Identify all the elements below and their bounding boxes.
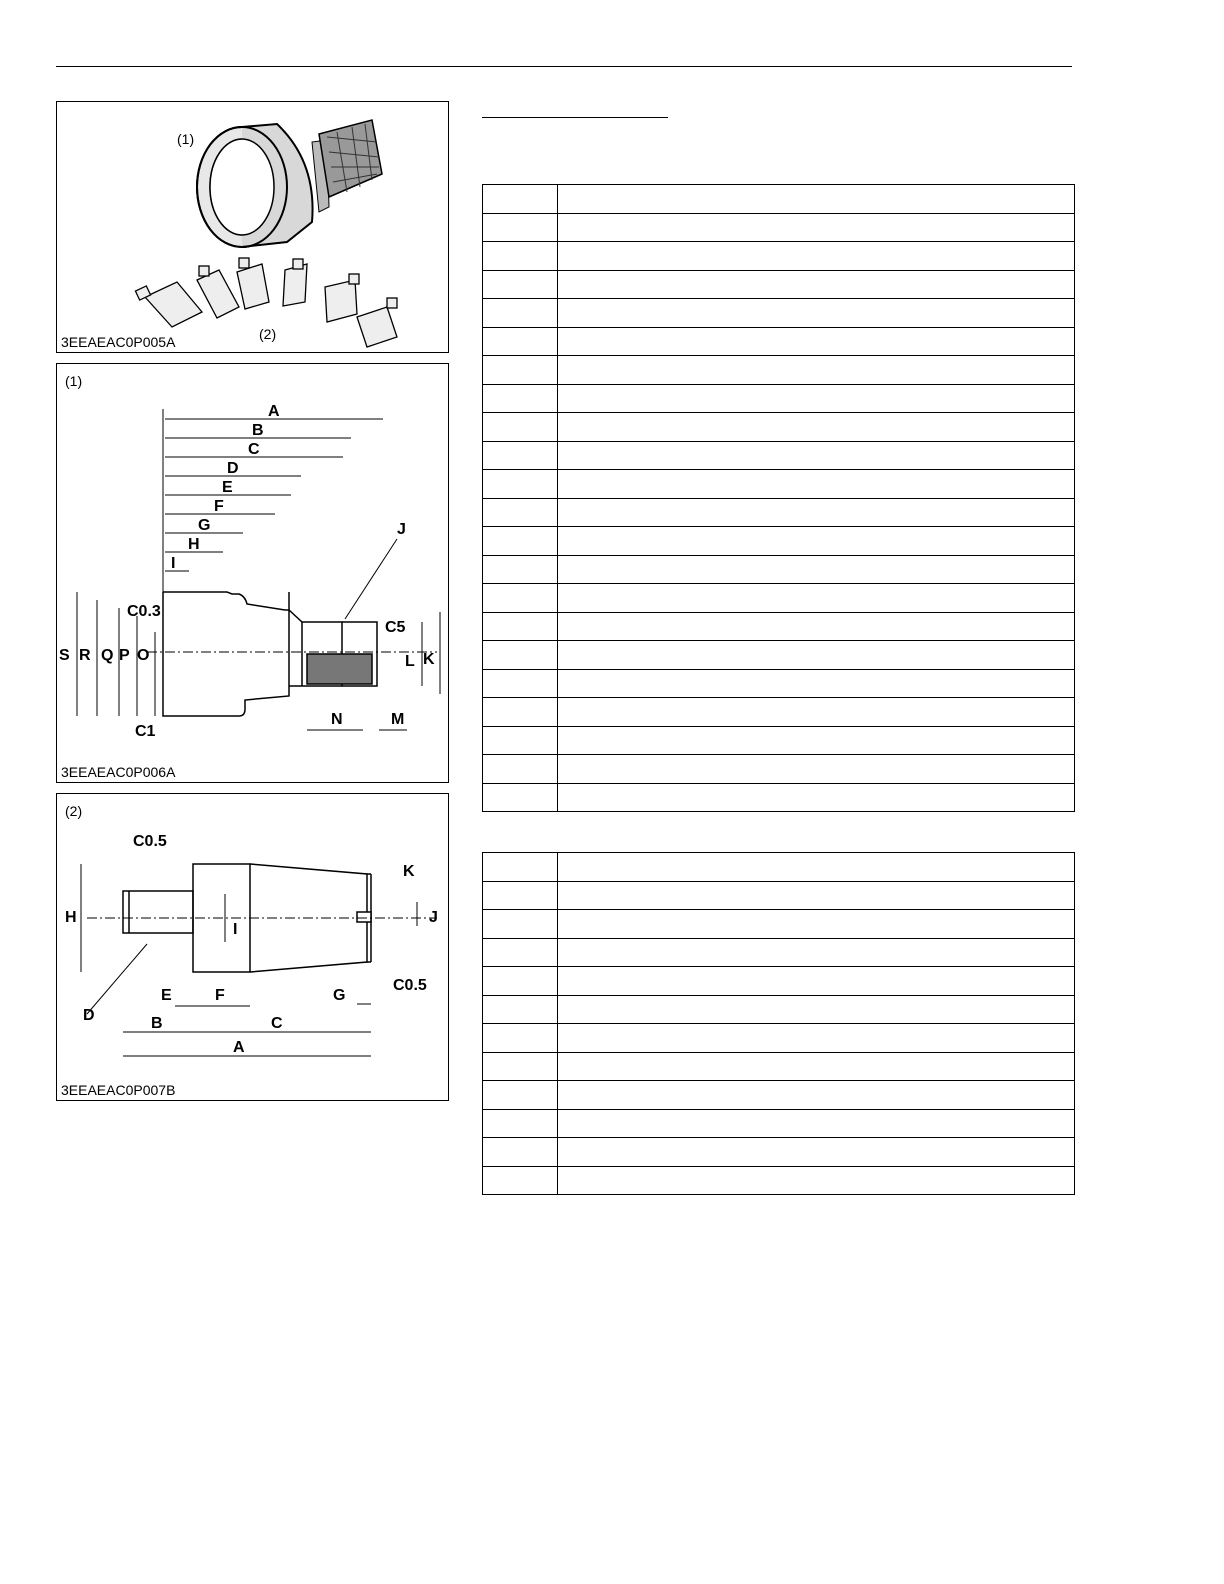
dim-label-p: P <box>119 647 130 664</box>
table-cell-key <box>483 612 558 641</box>
dim-label-j: J <box>429 909 438 926</box>
table-cell-key <box>483 938 558 967</box>
table-cell-key <box>483 441 558 470</box>
table-row <box>483 726 1075 755</box>
table-cell-value <box>558 938 1075 967</box>
dim-label-k: K <box>403 863 415 880</box>
dim-label-c: C <box>271 1015 283 1032</box>
table-cell-key <box>483 1024 558 1053</box>
table-cell-value <box>558 641 1075 670</box>
table-cell-value <box>558 967 1075 996</box>
dim-label-f: F <box>215 987 225 1004</box>
table-cell-key <box>483 213 558 242</box>
dim-label-i: I <box>233 921 238 938</box>
table-cell-key <box>483 641 558 670</box>
fig2-label: (1) <box>65 373 83 389</box>
table-row <box>483 1166 1075 1195</box>
dim-label-f: F <box>214 498 224 515</box>
table-row <box>483 555 1075 584</box>
dim-label-d: D <box>227 460 239 477</box>
table-cell-key <box>483 527 558 556</box>
table-row <box>483 967 1075 996</box>
table-cell-key <box>483 755 558 784</box>
dim-label-c0-5-bottom: C0.5 <box>393 977 427 994</box>
dim-label-c0-3: C0.3 <box>127 603 161 620</box>
table-cell-value <box>558 755 1075 784</box>
table-cell-value <box>558 327 1075 356</box>
dim-label-a: A <box>268 403 280 420</box>
table-cell-value <box>558 584 1075 613</box>
dim-label-c: C <box>248 441 260 458</box>
table-row <box>483 584 1075 613</box>
dim-label-d: D <box>83 1007 95 1024</box>
table-row <box>483 527 1075 556</box>
table-cell-key <box>483 1138 558 1167</box>
table-cell-value <box>558 726 1075 755</box>
figure-tool-photo <box>56 101 449 353</box>
table-row <box>483 327 1075 356</box>
table-cell-key <box>483 1109 558 1138</box>
table-cell-key <box>483 327 558 356</box>
dim-label-j: J <box>397 521 406 538</box>
dim-label-i: I <box>171 555 176 572</box>
table-cell-value <box>558 995 1075 1024</box>
table-row <box>483 1081 1075 1110</box>
tool-2-dimension-drawing <box>57 794 450 1102</box>
table-cell-value <box>558 1109 1075 1138</box>
table-cell-key <box>483 669 558 698</box>
table-cell-value <box>558 698 1075 727</box>
table-cell-key <box>483 1166 558 1195</box>
table-row <box>483 755 1075 784</box>
table-row <box>483 783 1075 812</box>
table-cell-key <box>483 698 558 727</box>
dim-label-n: N <box>331 711 343 728</box>
table-cell-key <box>483 356 558 385</box>
table-cell-value <box>558 413 1075 442</box>
table-cell-key <box>483 995 558 1024</box>
dim-label-c5: C5 <box>385 619 406 636</box>
table-cell-value <box>558 669 1075 698</box>
table-cell-value <box>558 299 1075 328</box>
table-cell-value <box>558 853 1075 882</box>
table-cell-value <box>558 555 1075 584</box>
table-cell-key <box>483 910 558 939</box>
spec-table-1 <box>482 184 1075 812</box>
table-row <box>483 270 1075 299</box>
table-cell-key <box>483 881 558 910</box>
table-row <box>483 213 1075 242</box>
table-cell-key <box>483 726 558 755</box>
dim-label-a: A <box>233 1039 245 1056</box>
tool-photo-illustration <box>57 102 450 354</box>
table-cell-value <box>558 612 1075 641</box>
table-cell-key <box>483 270 558 299</box>
table-cell-key <box>483 555 558 584</box>
dim-label-b: B <box>151 1015 163 1032</box>
tool-1-dimension-drawing <box>57 364 450 784</box>
dim-label-r: R <box>79 647 91 664</box>
header-rule <box>56 66 1072 67</box>
table-cell-key <box>483 853 558 882</box>
table-cell-value <box>558 881 1075 910</box>
table-cell-value <box>558 1166 1075 1195</box>
dim-label-c0-5-top: C0.5 <box>133 833 167 850</box>
figure-tool-2-drawing <box>56 793 449 1101</box>
dim-label-k: K <box>423 651 435 668</box>
dim-label-h: H <box>65 909 77 926</box>
table-cell-key <box>483 967 558 996</box>
table-row <box>483 995 1075 1024</box>
table-row <box>483 641 1075 670</box>
table-row <box>483 1024 1075 1053</box>
figure-code-3: 3EEAEAC0P007B <box>61 1082 176 1098</box>
dim-label-g: G <box>198 517 211 534</box>
table-row <box>483 384 1075 413</box>
table-cell-value <box>558 1138 1075 1167</box>
table-cell-key <box>483 498 558 527</box>
table-row <box>483 938 1075 967</box>
fig3-label: (2) <box>65 803 83 819</box>
table-cell-value <box>558 384 1075 413</box>
table-cell-value <box>558 498 1075 527</box>
table-cell-value <box>558 470 1075 499</box>
dim-label-g: G <box>333 987 346 1004</box>
figure-tool-1-drawing <box>56 363 449 783</box>
dim-label-q: Q <box>101 647 114 664</box>
table-cell-value <box>558 441 1075 470</box>
table-row <box>483 299 1075 328</box>
table-row <box>483 698 1075 727</box>
table-row <box>483 185 1075 214</box>
table-row <box>483 498 1075 527</box>
table-cell-key <box>483 413 558 442</box>
dim-label-b: B <box>252 422 264 439</box>
dim-label-s: S <box>59 647 70 664</box>
dim-label-e: E <box>161 987 172 1004</box>
table-cell-value <box>558 1024 1075 1053</box>
section-title-underline <box>482 117 668 118</box>
table-row <box>483 470 1075 499</box>
dim-label-l: L <box>405 653 415 670</box>
table-row <box>483 441 1075 470</box>
table-row <box>483 612 1075 641</box>
figure-code-2: 3EEAEAC0P006A <box>61 764 176 780</box>
table-cell-key <box>483 185 558 214</box>
table-cell-key <box>483 1052 558 1081</box>
table-cell-key <box>483 384 558 413</box>
table-cell-key <box>483 242 558 271</box>
table-row <box>483 910 1075 939</box>
table-cell-value <box>558 185 1075 214</box>
table-row <box>483 881 1075 910</box>
table-row <box>483 669 1075 698</box>
table-cell-value <box>558 910 1075 939</box>
table-row <box>483 1109 1075 1138</box>
table-cell-value <box>558 1052 1075 1081</box>
table-cell-value <box>558 783 1075 812</box>
dim-label-c1: C1 <box>135 723 156 740</box>
table-cell-key <box>483 470 558 499</box>
table-cell-value <box>558 242 1075 271</box>
table-row <box>483 853 1075 882</box>
callout-1: (1) <box>177 131 195 147</box>
table-row <box>483 1138 1075 1167</box>
table-row <box>483 1052 1075 1081</box>
table-cell-key <box>483 1081 558 1110</box>
table-cell-value <box>558 270 1075 299</box>
table-cell-value <box>558 356 1075 385</box>
dim-label-h: H <box>188 536 200 553</box>
table-cell-value <box>558 213 1075 242</box>
table-cell-key <box>483 783 558 812</box>
dim-label-m: M <box>391 711 405 728</box>
table-cell-key <box>483 584 558 613</box>
table-row <box>483 356 1075 385</box>
table-row <box>483 413 1075 442</box>
callout-2: (2) <box>259 326 277 342</box>
dim-label-e: E <box>222 479 233 496</box>
dim-label-o: O <box>137 647 150 664</box>
figure-code-1: 3EEAEAC0P005A <box>61 334 176 350</box>
table-cell-key <box>483 299 558 328</box>
table-cell-value <box>558 1081 1075 1110</box>
table-cell-value <box>558 527 1075 556</box>
table-row <box>483 242 1075 271</box>
spec-table-2 <box>482 852 1075 1195</box>
